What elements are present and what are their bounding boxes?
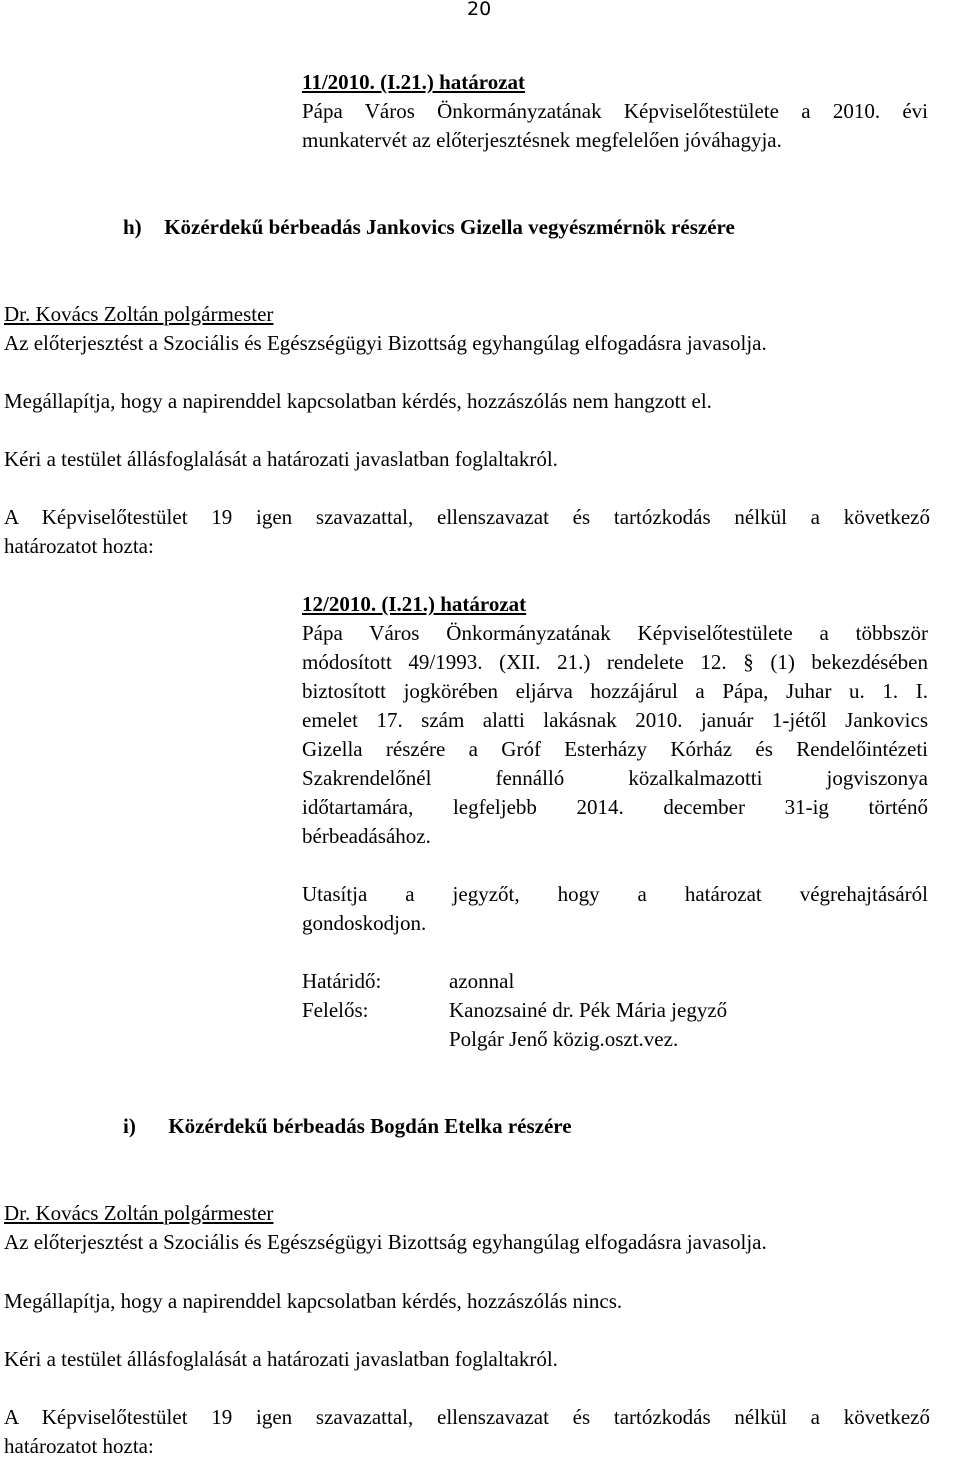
resolution-12-line: Pápa Város Önkormányzatának Képviselőtestülete a többször — [302, 621, 928, 645]
section-i-speaker: Dr. Kovács Zoltán polgármester — [4, 1201, 274, 1225]
page-number: 20 — [467, 0, 492, 20]
resolution-12-responsibility — [0, 967, 960, 1054]
deadline-label: Határidő: — [302, 969, 382, 993]
resolution-11-text: Pápa Város Önkormányzatának Képviselőtestülete a 2010. évi munkatervét az előterjesztésnek megfelelően jóváhagyja. — [302, 99, 928, 152]
resolution-12-line: biztosított jogkörében eljárva hozzájárul a Pápa, Juhar u. 1. I. — [302, 679, 928, 703]
section-h-heading — [123, 213, 735, 242]
section-i-marker: i) — [123, 1114, 136, 1138]
resolution-12-line: emelet 17. szám alatti lakásnak 2010. január 1-jétől Jankovics — [302, 708, 928, 732]
resolution-12-text — [302, 619, 928, 851]
section-h-para1: Az előterjesztést a Szociális és Egészségügyi Bizottság egyhangúlag elfogadásra javasolja. — [4, 331, 767, 355]
section-h-vote: A Képviselőtestület 19 igen szavazattal, ellenszavazat és tartózkodás nélkül a következő határozatot hozta: — [4, 505, 930, 558]
section-h-marker: h) — [123, 215, 142, 239]
section-i-para2: Megállapítja, hogy a napirenddel kapcsolatban kérdés, hozzászólás nincs. — [4, 1289, 623, 1313]
section-i-heading — [123, 1112, 572, 1141]
resolution-11-number: 11/2010. (I.21.) határozat — [302, 70, 526, 94]
section-i-vote: A Képviselőtestület 19 igen szavazattal, ellenszavazat és tartózkodás nélkül a következő határozatot hozta: — [4, 1405, 930, 1458]
section-h-title: Közérdekű bérbeadás Jankovics Gizella vegyészmérnök részére — [164, 215, 735, 239]
section-i-para1: Az előterjesztést a Szociális és Egészségügyi Bizottság egyhangúlag elfogadásra javasolja. — [4, 1230, 767, 1254]
deadline-value: azonnal — [449, 969, 515, 993]
section-i-para3: Kéri a testület állásfoglalását a határozati javaslatban foglaltakról. — [4, 1347, 558, 1371]
responsible-value: Kanozsainé dr. Pék Mária jegyző — [449, 998, 728, 1022]
resolution-12-line: bérbeadásához. — [302, 824, 431, 848]
responsible-label: Felelős: — [302, 998, 369, 1022]
resolution-12-instruction: Utasítja a jegyzőt, hogy a határozat végrehajtásáról gondoskodjon. — [302, 882, 928, 935]
resolution-12-line: Szakrendelőnél fennálló közalkalmazotti jogviszonya — [302, 766, 928, 790]
section-h-speaker: Dr. Kovács Zoltán polgármester — [4, 302, 274, 326]
resolution-12-number: 12/2010. (I.21.) határozat — [302, 592, 527, 616]
responsible-value: Polgár Jenő közig.oszt.vez. — [449, 1027, 679, 1051]
resolution-12-line: időtartamára, legfeljebb 2014. december 31-ig történő — [302, 795, 928, 819]
section-h-para3: Kéri a testület állásfoglalását a határozati javaslatban foglaltakról. — [4, 447, 558, 471]
resolution-12-line: módosított 49/1993. (XII. 21.) rendelete 12. § (1) bekezdésében — [302, 650, 928, 674]
section-h-para2: Megállapítja, hogy a napirenddel kapcsolatban kérdés, hozzászólás nem hangzott el. — [4, 389, 712, 413]
resolution-12-line: Gizella részére a Gróf Esterházy Kórház és Rendelőintézeti — [302, 737, 928, 761]
section-i-title: Közérdekű bérbeadás Bogdán Etelka részére — [168, 1114, 572, 1138]
